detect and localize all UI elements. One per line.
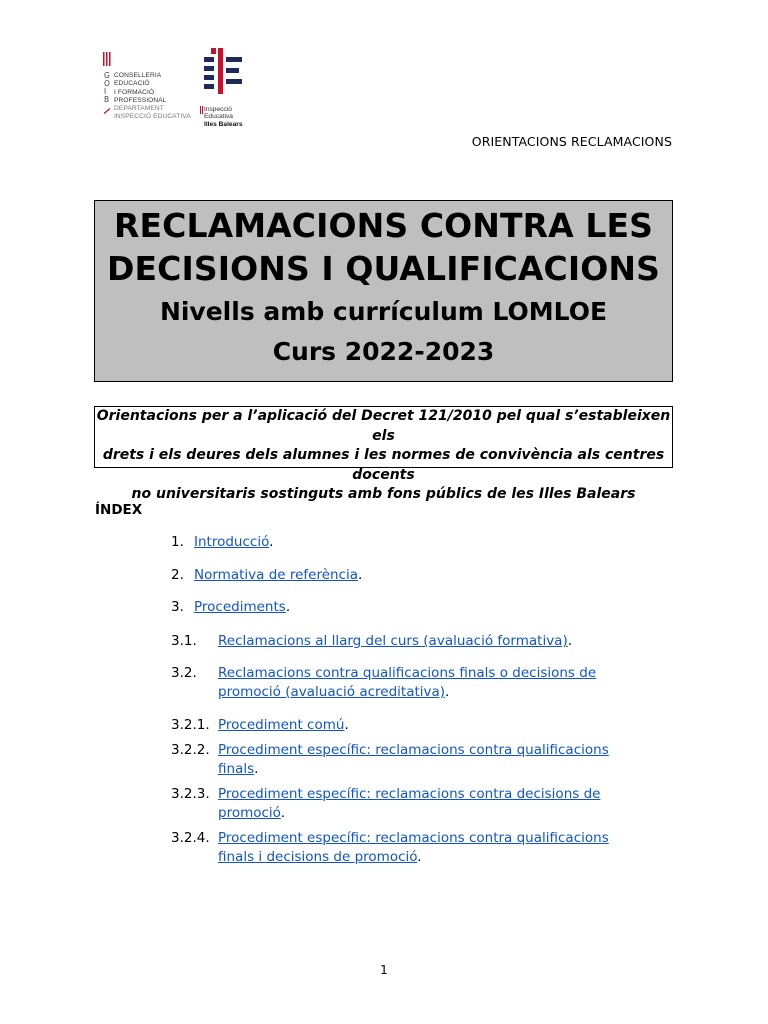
slash-icon [103, 108, 111, 114]
toc-period: . [254, 760, 259, 777]
toc-link[interactable]: Procediment específic: reclamacions contra decisions de [218, 786, 601, 802]
toc-period: . [567, 633, 573, 649]
toc-number: 3.2. [171, 665, 197, 681]
conselleria-line: INSPECCIÓ EDUCATIVA [114, 113, 191, 121]
document-title-line: DECISIONS I QUALIFICACIONS [107, 249, 660, 288]
toc-period: . [344, 717, 349, 733]
toc-number: 3.1. [171, 633, 197, 649]
description-box [94, 406, 673, 502]
toc-period: . [417, 848, 422, 865]
document-subtitle: Nivells amb currículum LOMLOE [159, 297, 608, 326]
toc-period: . [280, 804, 285, 821]
conselleria-line: EDUCACIÓ [114, 80, 150, 88]
toc-text [218, 716, 349, 735]
toc-number: 2. [171, 567, 184, 583]
inspeccio-line: Inspecció [204, 106, 232, 113]
title-box [94, 200, 673, 382]
index-heading: ÍNDEX [95, 502, 143, 518]
toc-number: 1. [171, 534, 184, 550]
toc-entry [171, 632, 680, 651]
toc-entry [171, 533, 680, 552]
govern-letter: I [104, 87, 107, 96]
toc-link[interactable]: promoció [218, 804, 281, 821]
toc-link[interactable]: Normativa de referència [194, 567, 359, 583]
toc-period: . [269, 534, 274, 550]
toc-link[interactable]: Reclamacions contra qualificacions finals o decisions de [218, 665, 597, 681]
toc-link[interactable]: Procediment comú [218, 717, 345, 733]
inspeccio-line: Illes Balears [204, 120, 243, 128]
conselleria-line: CONSELLERIA [114, 72, 162, 79]
toc-link[interactable]: finals i decisions de promoció [218, 848, 418, 865]
govern-letter: O [104, 79, 110, 88]
toc-text [194, 566, 362, 585]
toc-link[interactable]: Procediment específic: reclamacions contra qualificacions [218, 742, 609, 758]
govern-letter: B [104, 95, 110, 104]
toc-link[interactable]: promoció (avaluació acreditativa) [218, 683, 446, 700]
toc-text [218, 664, 596, 701]
toc-number: 3.2.4. [171, 830, 210, 846]
toc-text [218, 632, 572, 651]
govern-letter: G [104, 71, 110, 80]
toc-link[interactable]: Introducció [194, 534, 270, 550]
school-year: Curs 2022-2023 [272, 337, 495, 366]
toc-period: . [358, 567, 363, 583]
toc-entry [171, 785, 680, 822]
toc-period: . [285, 599, 291, 615]
toc-link[interactable]: Reclamacions al llarg del curs (avaluació formativa) [218, 633, 568, 649]
conselleria-text [114, 72, 191, 122]
header-logos [100, 48, 260, 128]
conselleria-line: DEPARTAMENT [114, 105, 164, 113]
toc-text [218, 829, 609, 866]
page-number: 1 [380, 963, 388, 977]
toc-text [218, 741, 609, 778]
toc-entry [171, 716, 680, 735]
inspeccio-text [204, 106, 243, 128]
toc-entry [171, 598, 680, 617]
document-header-label: ORIENTACIONS RECLAMACIONS [471, 134, 672, 149]
toc-link[interactable]: Procediments [194, 599, 286, 615]
toc-link[interactable]: Procediment específic: reclamacions contra qualificacions [218, 830, 609, 846]
toc-number: 3. [171, 599, 184, 615]
toc-period: . [445, 683, 450, 700]
toc-link[interactable]: finals [218, 760, 255, 777]
toc-entry [171, 829, 680, 866]
inspeccio-line: Educativa [204, 113, 233, 121]
toc-text [194, 598, 290, 617]
toc-number: 3.2.1. [171, 717, 210, 733]
toc-entry [171, 566, 680, 585]
description-line: no universitaris sostinguts amb fons públics de les Illes Balears [131, 486, 636, 502]
conselleria-line: I FORMACIÓ [114, 88, 155, 96]
flag-icon [103, 52, 111, 66]
document-title-line: RECLAMACIONS CONTRA LES [113, 206, 654, 245]
inspeccio-educativa-logo-icon [204, 48, 244, 96]
toc-entry [171, 741, 680, 778]
govern-illes-balears-logo [100, 48, 200, 128]
toc-number: 3.2.3. [171, 786, 210, 802]
description-line: Orientacions per a l’aplicació del Decret 121/2010 pel qual s’estableixen els [96, 408, 671, 444]
toc-text [218, 785, 600, 822]
toc-entry [171, 664, 680, 701]
description-line: drets i els deures dels alumnes i les normes de convivència als centres docents [102, 447, 665, 483]
toc-number: 3.2.2. [171, 742, 210, 758]
conselleria-line: PROFESSIONAL [114, 96, 167, 104]
toc-text [194, 533, 273, 552]
